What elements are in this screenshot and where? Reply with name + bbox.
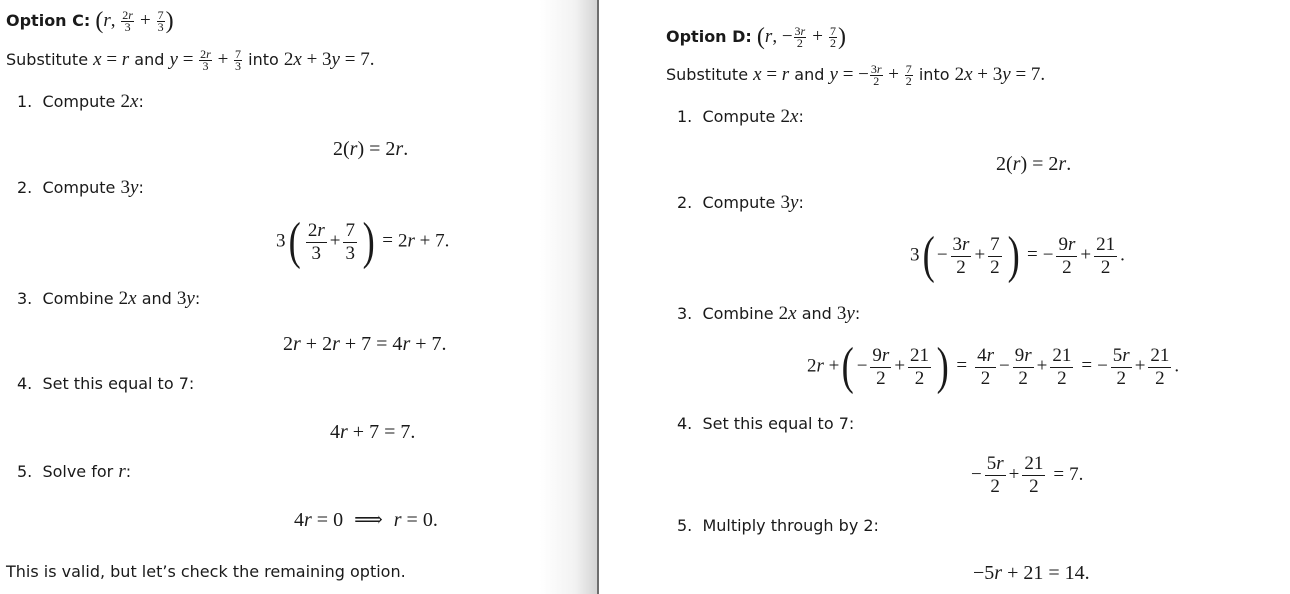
- step-1: 1. Compute 2x:: [17, 91, 144, 112]
- step-5-equation: 4r = 0 ⟹ r = 0.: [294, 509, 438, 531]
- left-panel-option-c: [0, 0, 597, 594]
- step-5: 5. Solve for r:: [17, 461, 132, 482]
- option-d-point: (r, − $\frac{3r}{2}$ + $\frac{7}{2}$ ): [756, 24, 846, 50]
- option-c-label: Option C:: [6, 10, 91, 30]
- step-text: Combine: [42, 289, 114, 308]
- step-3: 3. Combine 2x and 3y:: [677, 303, 861, 324]
- and-text: and: [794, 65, 825, 84]
- into-text: into: [918, 65, 950, 84]
- step-2: 2. Compute 3y:: [17, 177, 144, 198]
- step-text: Set this equal to 7:: [42, 374, 195, 393]
- step-text: Combine: [702, 304, 774, 323]
- step-2-equation: 3( − $\frac{3r}{2}$ + $\frac{7}{2}$ ) = − $\frac{9r}{2}$ + $\frac{21}{2}$ .: [910, 227, 1125, 284]
- step-text: Compute: [42, 92, 116, 111]
- step-4-equation: 4r + 7 = 7.: [330, 421, 416, 443]
- step-number: 2.: [677, 193, 693, 212]
- step-number: 1.: [17, 92, 33, 111]
- step-number: 5.: [17, 462, 33, 481]
- step-3-equation: 2r +( − $\frac{9r}{2}$ + $\frac{21}{2}$ ) = $\frac{4r}{2}$ − $\frac{9r}{2}$ + $\frac{21}{2}$ = − $\frac{5r}{2}$ + $\frac{21}{2}$ .: [807, 338, 1180, 395]
- step-4: [17, 374, 194, 393]
- conclusion-text: This is valid, but let’s check the remaining option.: [6, 562, 406, 581]
- step-text: Set this equal to 7:: [702, 414, 855, 433]
- step-number: 3.: [677, 304, 693, 323]
- option-d-heading: [666, 24, 846, 51]
- step-text: Multiply through by 2:: [702, 516, 879, 535]
- step-4-equation: − $\frac{5r}{2}$ + $\frac{21}{2}$ = 7.: [971, 453, 1084, 497]
- step-5: [677, 516, 879, 535]
- and-text: and: [801, 304, 832, 323]
- step-3: 3. Combine 2x and 3y:: [17, 288, 201, 309]
- step-number: 1.: [677, 107, 693, 126]
- option-c-point: (r, $\frac{2r}{3}$ + $\frac{7}{3}$ ): [95, 8, 174, 34]
- option-d-label: Option D:: [666, 26, 752, 46]
- step-text: Solve for: [42, 462, 114, 481]
- step-number: 2.: [17, 178, 33, 197]
- step-text: Compute: [702, 107, 776, 126]
- step-text: Compute: [702, 193, 776, 212]
- step-1: 1. Compute 2x:: [677, 106, 804, 127]
- option-d-substitute-line: Substitute x = r and y = − $\frac{3r}{2}$ + $\frac{7}{2}$ into 2x + 3y = 7.: [666, 62, 1046, 89]
- into-text: into: [248, 50, 279, 69]
- right-panel-option-d: [599, 0, 1290, 594]
- and-text: and: [141, 289, 172, 308]
- step-3-equation: 2r + 2r + 7 = 4r + 7.: [283, 333, 447, 355]
- step-5-equation: −5r + 21 = 14.: [973, 562, 1090, 584]
- step-text: Compute: [42, 178, 116, 197]
- option-c-substitute-line: Substitute x = r and y = $\frac{2r}{3}$ + $\frac{7}{3}$ into 2x + 3y = 7.: [6, 47, 375, 74]
- step-2: 2. Compute 3y:: [677, 192, 804, 213]
- option-c-heading: [6, 8, 174, 35]
- substitute-text: Substitute: [666, 65, 749, 84]
- step-number: 3.: [17, 289, 33, 308]
- and-text: and: [134, 50, 165, 69]
- step-number: 4.: [17, 374, 33, 393]
- step-number: 5.: [677, 516, 693, 535]
- step-2-equation: 3( $\frac{2r}{3}$ + $\frac{7}{3}$ ) = 2r + 7.: [276, 213, 450, 270]
- step-1-equation: 2(r) = 2r.: [996, 153, 1072, 175]
- step-1-equation: 2(r) = 2r.: [333, 138, 409, 160]
- step-4: [677, 414, 854, 433]
- substitute-text: Substitute: [6, 50, 89, 69]
- step-number: 4.: [677, 414, 693, 433]
